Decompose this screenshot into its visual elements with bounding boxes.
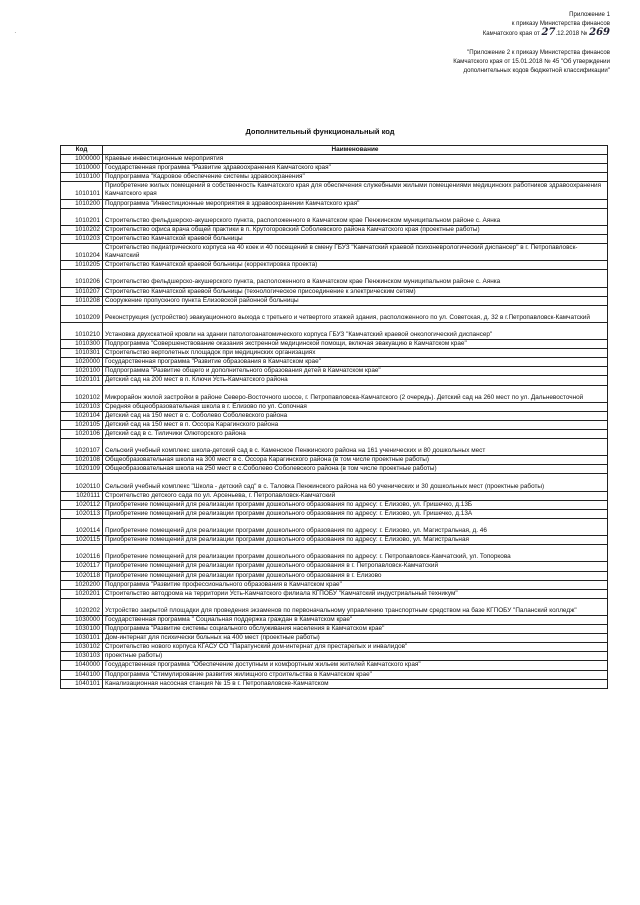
row-name: Подпрограмма "Инвестиционные мероприятия в здравоохранении Камчатского края"	[103, 199, 608, 208]
row-code: 1020112	[61, 500, 103, 509]
row-code: 1040101	[61, 679, 103, 688]
row-code: 1020102	[61, 385, 103, 402]
table-row	[61, 518, 608, 535]
table-row	[61, 208, 608, 225]
row-name: Детский сад на 150 мест в с. Соболево Соболевского района	[103, 411, 608, 420]
row-code: 1020114	[61, 518, 103, 535]
table-row	[61, 580, 608, 589]
row-name: Краевые инвестиционные мероприятия	[103, 155, 608, 164]
row-code: 1010301	[61, 349, 103, 358]
header-line: к приказу Министерства финансов	[511, 20, 610, 27]
row-code: 1040000	[61, 661, 103, 670]
row-name: Общеобразовательная школа на 300 мест в с. Оссора Карагинского района (в том числе проектные работы)	[103, 456, 608, 465]
row-code: 1010207	[61, 287, 103, 296]
table-row	[61, 456, 608, 465]
row-code: 1020103	[61, 402, 103, 411]
table-row	[61, 500, 608, 509]
row-code: 1010209	[61, 305, 103, 322]
row-code: 1010208	[61, 296, 103, 305]
header-date-line	[350, 28, 610, 38]
table-row	[61, 420, 608, 429]
row-name: Государственная программа " Социальная поддержка граждан в Камчатском крае"	[103, 615, 608, 624]
row-name: Приобретение помещений для реализации программ дошкольного образования в г. Елизово	[103, 571, 608, 580]
row-code: 1010300	[61, 340, 103, 349]
header-line: Приложение 1	[569, 11, 610, 18]
row-name: Строительство автодрома на территории Усть-Камчатского филиала КГПОБУ "Камчатский индустриальный техникум"	[103, 589, 608, 598]
row-code: 1010205	[61, 261, 103, 270]
row-code: 1020106	[61, 430, 103, 439]
row-code: 1030100	[61, 625, 103, 634]
table-row	[61, 661, 608, 670]
row-code: 1020200	[61, 580, 103, 589]
row-name: Дом-интернат для психически больных на 400 мест (проектные работы)	[103, 634, 608, 643]
row-code: 1020202	[61, 598, 103, 615]
row-name: Сельский учебный комплекс школа-детский сад в с. Каменское Пенжинского района на 161 ученических и 80 дошкольных мест	[103, 439, 608, 456]
table-row	[61, 643, 608, 652]
row-code: 1020113	[61, 509, 103, 518]
table-row	[61, 491, 608, 500]
table-row	[61, 376, 608, 385]
row-name: Строительство педиатрического корпуса на 40 коек и 40 посещений в смену ГБУЗ "Камчатский краевой психоневрологический диспансер" в г. Петропавловск-Камчатский	[103, 244, 608, 261]
row-name: Средняя общеобразовательная школа в г. Елизово по ул. Сопочная	[103, 402, 608, 411]
table-row	[61, 296, 608, 305]
row-name: Подпрограмма "Кадровое обеспечение системы здравоохранения"	[103, 173, 608, 182]
row-name: Строительство детского сада по ул. Арсеньева, г. Петропавловск-Камчатский	[103, 491, 608, 500]
row-name: проектные работы)	[103, 652, 608, 661]
row-code: 1020110	[61, 474, 103, 491]
row-code: 1020109	[61, 465, 103, 474]
table-row	[61, 234, 608, 243]
header-line: дополнительных кодов бюджетной классификации"	[463, 67, 610, 74]
row-name: Приобретение помещений для реализации программ дошкольного образования по адресу: г. Елизово, ул. Магистральная, д. 46	[103, 518, 608, 535]
header-line: "Приложение 2 к приказу Министерства финансов	[467, 49, 610, 56]
row-name: Подпрограмма "Развитие профессионального образования в Камчатском крае"	[103, 580, 608, 589]
row-code: 1010101	[61, 182, 103, 199]
table-row	[61, 225, 608, 234]
table-row	[61, 634, 608, 643]
row-code: 1020115	[61, 536, 103, 545]
table-row	[61, 305, 608, 322]
row-code: 1010100	[61, 173, 103, 182]
row-name: Приобретение помещений для реализации программ дошкольного образования по адресу: г. Петропавловск-Камчатский, ул. Топоркова	[103, 545, 608, 562]
row-name: Строительство нового корпуса КГАСУ СО "Паратунский дом-интернат для престарелых и инвалидов"	[103, 643, 608, 652]
row-code: 1030101	[61, 634, 103, 643]
row-name: Подпрограмма "Стимулирование развития жилищного строительства в Камчатском крае"	[103, 670, 608, 679]
table-row	[61, 349, 608, 358]
row-code: 1010200	[61, 199, 103, 208]
row-code: 1020101	[61, 376, 103, 385]
row-name: Канализационная насосная станция № 15 в г. Петропавловске-Камчатском	[103, 679, 608, 688]
table-row	[61, 679, 608, 688]
row-code: 1020000	[61, 358, 103, 367]
row-code: 1020105	[61, 420, 103, 429]
row-name: Государственная программа "Обеспечение доступным и комфортным жильем жителей Камчатского края"	[103, 661, 608, 670]
table-row	[61, 358, 608, 367]
row-code: 1020117	[61, 562, 103, 571]
row-name: Строительство Камчатской краевой больницы	[103, 234, 608, 243]
row-code: 1010202	[61, 225, 103, 234]
row-name: Микрорайон жилой застройки в районе Северо-Восточного шоссе, г. Петропавловска-Камчатского (2 очередь). Детский сад на 260 мест по ул. Дальневосточной	[103, 385, 608, 402]
table-row	[61, 244, 608, 261]
document-title: Дополнительный функциональный код	[245, 127, 395, 136]
row-name: Приобретение помещений для реализации программ дошкольного образования по адресу: г. Елизово, ул. Гришечко, д.13Б	[103, 500, 608, 509]
date-day-handwritten: 27	[541, 27, 556, 38]
table-row	[61, 615, 608, 624]
row-code: 1020104	[61, 411, 103, 420]
date-suffix: .12.2018 №	[555, 30, 588, 37]
row-name: Подпрограмма "Совершенствование оказания экстренной медицинской помощи, включая эвакуацию в Камчатском крае"	[103, 340, 608, 349]
row-name: Подпрограмма "Развитие системы социального обслуживания населения в Камчатском крае"	[103, 625, 608, 634]
row-code: 1000000	[61, 155, 103, 164]
row-name: Приобретение помещений для реализации программ дошкольного образования в г. Петропавловск-Камчатский	[103, 562, 608, 571]
row-name: Строительство фельдшерско-акушерского пункта, расположенного в Камчатском крае Пенжинском муниципальном районе с. Аянка	[103, 208, 608, 225]
row-name: Строительство фельдшерско-акушерского пункта, расположенного в Камчатском крае Пенжинском муниципальном районе с. Аянка	[103, 270, 608, 287]
table-row	[61, 670, 608, 679]
header-line: Камчатского края от 15.01.2018 № 45 "Об утверждении	[453, 58, 610, 65]
row-name: Установка двухскатной кровли на здании патологоанатомического корпуса ГБУЗ "Камчатский краевой онкологический диспансер"	[103, 322, 608, 339]
table-row	[61, 509, 608, 518]
table-row	[61, 155, 608, 164]
table-row	[61, 430, 608, 439]
row-code: 1010210	[61, 322, 103, 339]
table-row	[61, 545, 608, 562]
row-name: Приобретение помещений для реализации программ дошкольного образования по адресу: г. Елизово, ул. Гришечко, д.13А	[103, 509, 608, 518]
codes-table	[60, 145, 608, 689]
row-code: 1030103	[61, 652, 103, 661]
row-name: Детский сад на 200 мест в п. Ключи Усть-Камчатского района	[103, 376, 608, 385]
row-code: 1010203	[61, 234, 103, 243]
row-code: 1020118	[61, 571, 103, 580]
row-code: 1040100	[61, 670, 103, 679]
row-name: Сооружение пропускного пункта Елизовской районной больницы	[103, 296, 608, 305]
table-row	[61, 367, 608, 376]
row-name: Общеобразовательная школа на 250 мест в с.Соболево Соболевского района (в том числе проектные работы)	[103, 465, 608, 474]
table-row	[61, 474, 608, 491]
row-name: Устройство закрытой площадки для проведения экзаменов по первоначальному управлению транспортным средством на базе КГПОБУ "Паланский колледж"	[103, 598, 608, 615]
row-code: 1010204	[61, 244, 103, 261]
row-name: Строительство Камчатской краевой больницы (корректировка проекта)	[103, 261, 608, 270]
row-name: Приобретение помещений для реализации программ дошкольного образования по адресу: г. Елизово, ул. Магистральная	[103, 536, 608, 545]
row-name: Приобретение жилых помещений в собственность Камчатского края для обеспечения служебными жилыми помещениями медицинских работников здравоохранения Камчатского края	[103, 182, 608, 199]
row-name: Подпрограмма "Развитие общего и дополнительного образования детей в Камчатском крае"	[103, 367, 608, 376]
row-name: Строительство вертолетных площадок при медицинских организациях	[103, 349, 608, 358]
table-row	[61, 598, 608, 615]
row-name: Сельский учебный комплекс "Школа - детский сад" в с. Таловка Пенжинского района на 60 ученических и 30 дошкольных мест (проектные работы)	[103, 474, 608, 491]
row-code: 1010201	[61, 208, 103, 225]
date-prefix: Камчатского края от	[482, 30, 540, 37]
row-name: Строительство Камчатской краевой больницы (технологическое присоединение к электрическим сетям)	[103, 287, 608, 296]
row-code: 1010000	[61, 164, 103, 173]
row-code: 1010206	[61, 270, 103, 287]
row-code: 1030102	[61, 643, 103, 652]
table-header-row	[61, 146, 608, 155]
table-row	[61, 385, 608, 402]
table-row	[61, 270, 608, 287]
table-row	[61, 402, 608, 411]
row-code: 1020107	[61, 439, 103, 456]
table-row	[61, 411, 608, 420]
row-code: 1030000	[61, 615, 103, 624]
table-row	[61, 287, 608, 296]
table-row	[61, 340, 608, 349]
row-name: Государственная программа "Развитие образования в Камчатском крае"	[103, 358, 608, 367]
table-row	[61, 261, 608, 270]
table-row	[61, 164, 608, 173]
document-header	[350, 10, 610, 75]
row-code: 1020111	[61, 491, 103, 500]
column-header-code: Код	[61, 146, 103, 155]
row-code: 1020108	[61, 456, 103, 465]
row-code: 1020116	[61, 545, 103, 562]
table-row	[61, 589, 608, 598]
table-row	[61, 562, 608, 571]
row-name: Детский сад в с. Тиличики Олюторского района	[103, 430, 608, 439]
table-row	[61, 199, 608, 208]
table-row	[61, 465, 608, 474]
table-row	[61, 173, 608, 182]
column-header-name: Наименование	[103, 146, 608, 155]
row-name: Детский сад на 150 мест в п. Оссора Карагинского района	[103, 420, 608, 429]
row-name: Реконструкция (устройство) эвакуационного выхода с третьего и четвертого этажей здания, расположенного по ул. Советская, д. 32 в г.Петропавловск-Камчатский	[103, 305, 608, 322]
table-row	[61, 536, 608, 545]
table-row	[61, 571, 608, 580]
table-row	[61, 182, 608, 199]
row-code: 1020100	[61, 367, 103, 376]
table-row	[61, 652, 608, 661]
table-row	[61, 439, 608, 456]
row-code: 1020201	[61, 589, 103, 598]
row-name: Государственная программа "Развитие здравоохранения Камчатского края"	[103, 164, 608, 173]
scan-mark: ·	[14, 28, 17, 37]
row-name: Строительство офиса врача общей практики в п. Крутогоровский Соболевского района Камчатского края (проектные работы)	[103, 225, 608, 234]
order-number-handwritten: 269	[589, 27, 610, 38]
table-row	[61, 322, 608, 339]
table-row	[61, 625, 608, 634]
